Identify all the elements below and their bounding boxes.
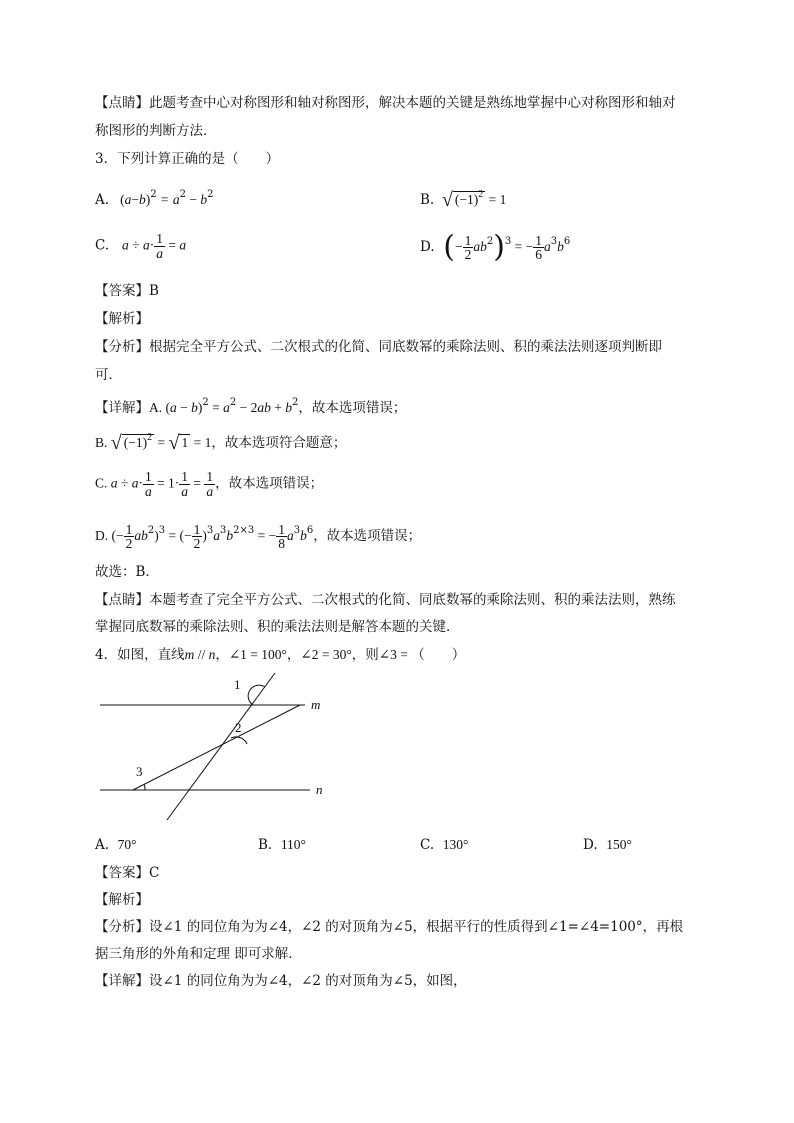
q4-option-c: C. 130° [420, 837, 469, 853]
q4-fenxi: 据三角形的外角和定理 即可求解． [95, 946, 302, 962]
q3-xiangjie-d: D. (− $\frac{1}{2}$ $ab^2)^3$ = (− $\frac{1}{2}$ )$^3a^3b^{2\times 3}$ = − $\frac{1}{8}$ $a^3b^6$，故本选项错误； [95, 521, 422, 551]
line-m-label: m [311, 697, 321, 712]
angle-2-label: 2 [235, 720, 242, 735]
q4-jiexi: 【解析】 [95, 892, 149, 908]
dianjing-line: 【点睛】此题考查中心对称图形和轴对称图形，解决本题的关键是熟练地掌握中心对称图形和轴对 [95, 95, 676, 111]
q3-option-b: B. √ $(-1)^2 = 1$ [420, 189, 507, 211]
q3-xiangjie-c: C. a ÷ a· $\frac{1}{a}$ = 1· $\frac{1}{a}$ = $\frac{1}{a}$ ，故本选项错误； [95, 469, 324, 499]
question-4-stem: 4．如图，直线m // n，∠1 = 100°，∠2 = 30°，则∠3 = （ ） [95, 647, 466, 663]
q3-guxuan: 故选：B． [95, 564, 159, 580]
q4-answer: 【答案】C [95, 865, 160, 881]
angle-1-label: 1 [234, 677, 241, 692]
q3-answer: 【答案】B [95, 283, 159, 299]
q4-option-a: A. 70° [95, 837, 137, 853]
q3-jiexi: 【解析】 [95, 311, 149, 327]
q3-fenxi: 【分析】根据完全平方公式、二次根式的化简、同底数幂的乘除法则、积的乘法法则逐项判断即 [95, 339, 662, 355]
q3-option-d: D. (− $\frac{1}{2}$ $ab^2)^3$ = − $\frac{1}{6}$ $a^3b^6$ [420, 229, 571, 265]
dianjing-line: 掌握同底数幂的乘除法则、积的乘法法则是解答本题的关键． [95, 619, 460, 635]
q3-fenxi: 可． [95, 367, 122, 383]
question-3-stem: 3．下列计算正确的是（ ） [95, 151, 280, 167]
q4-fenxi: 【分析】设∠1 的同位角为为∠4，∠2 的对顶角为∠5，根据平行的性质得到∠1=∠4=100°，再根 [95, 919, 684, 935]
q3-xiangjie-a: 【详解】A. $(a - b)^2 = a^2 - 2ab + b^2$，故本选项错误； [95, 397, 407, 416]
q3-option-c: C. a ÷ a· $\frac{1}{a}$ = a [95, 231, 187, 261]
q3-option-a: A. $(a-b)^2 = a^2 - b^2$ [95, 189, 214, 208]
angle-3-label: 3 [136, 764, 143, 779]
dianjing-line: 【点睛】本题考查了完全平方公式、二次根式的化简、同底数幂的乘除法则、积的乘法法则，熟练 [95, 592, 676, 608]
transversal-line-shallow [133, 705, 300, 790]
line-n-label: n [316, 782, 323, 797]
q4-xiangjie: 【详解】设∠1 的同位角为为∠4，∠2 的对顶角为∠5，如图， [95, 973, 467, 989]
angle-2-arc [231, 737, 247, 744]
q4-option-b: B. 110° [258, 837, 306, 853]
q3-xiangjie-b: B. √ $(-1)^2$ = √ 1 = 1，故本选项符合题意； [95, 432, 347, 454]
dianjing-line: 称图形的判断方法． [95, 123, 217, 139]
angle-3-arc [144, 784, 145, 790]
parallel-lines-figure [95, 670, 345, 825]
transversal-line-steep [167, 673, 275, 820]
q4-option-d: D. 150° [583, 837, 632, 853]
angle-1-arc [248, 685, 265, 705]
